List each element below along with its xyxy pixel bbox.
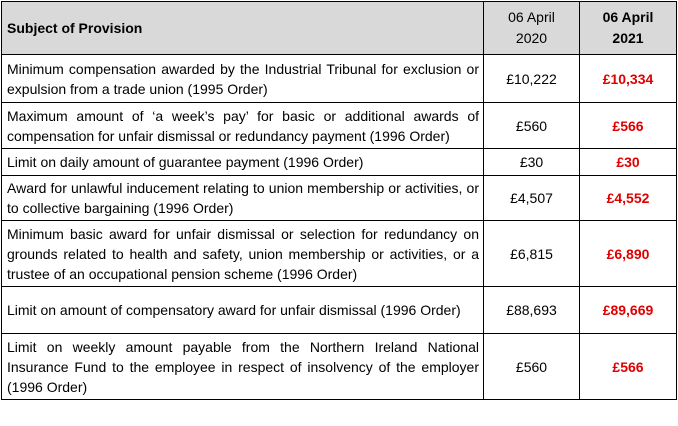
amount-2021-cell: £566 xyxy=(580,334,677,400)
table-row xyxy=(2,176,677,221)
amount-2020-cell: £560 xyxy=(484,334,580,400)
header-subject: Subject of Provision xyxy=(2,2,484,55)
header-2021-line1: 06 April xyxy=(602,9,654,25)
subject-cell: Limit on daily amount of guarantee payment (1996 Order) xyxy=(2,149,484,176)
amount-2021-cell: £89,669 xyxy=(580,287,677,334)
amount-2021-cell: £566 xyxy=(580,103,677,149)
header-2021-line2: 2021 xyxy=(612,30,644,46)
table-body xyxy=(2,55,677,400)
header-row xyxy=(2,2,677,55)
header-2020-line1: 06 April xyxy=(508,9,555,25)
header-2020-line2: 2020 xyxy=(515,30,548,46)
table-row xyxy=(2,334,677,400)
subject-cell: Limit on weekly amount payable from the Northern Ireland National Insurance Fund to the employee in respect of insolvency of the employer (1996 Order) xyxy=(2,334,484,400)
amount-2020-cell: £30 xyxy=(484,149,580,176)
table-row xyxy=(2,221,677,287)
table-row xyxy=(2,149,677,176)
amount-2020-cell: £88,693 xyxy=(484,287,580,334)
amount-2020-cell: £10,222 xyxy=(484,55,580,103)
amount-2020-cell: £4,507 xyxy=(484,176,580,221)
table-header xyxy=(2,2,677,55)
header-2021 xyxy=(580,2,677,55)
provisions-table xyxy=(1,1,677,400)
amount-2020-cell: £6,815 xyxy=(484,221,580,287)
subject-cell: Award for unlawful inducement relating to union membership or activities, or to collective bargaining (1996 Order) xyxy=(2,176,484,221)
subject-cell: Minimum basic award for unfair dismissal or selection for redundancy on grounds related to health and safety, union membership or activities, or a trustee of an occupational pension scheme (1996 Order) xyxy=(2,221,484,287)
amount-2021-cell: £30 xyxy=(580,149,677,176)
subject-cell: Limit on amount of compensatory award for unfair dismissal (1996 Order) xyxy=(2,287,484,334)
table-row xyxy=(2,287,677,334)
subject-cell: Maximum amount of ‘a week’s pay’ for basic or additional awards of compensation for unfair dismissal or redundancy payment (1996 Order) xyxy=(2,103,484,149)
header-2020 xyxy=(484,2,580,55)
table-row xyxy=(2,55,677,103)
amount-2021-cell: £4,552 xyxy=(580,176,677,221)
table-row xyxy=(2,103,677,149)
amount-2021-cell: £6,890 xyxy=(580,221,677,287)
subject-cell: Minimum compensation awarded by the Industrial Tribunal for exclusion or expulsion from a trade union (1995 Order) xyxy=(2,55,484,103)
amount-2021-cell: £10,334 xyxy=(580,55,677,103)
amount-2020-cell: £560 xyxy=(484,103,580,149)
